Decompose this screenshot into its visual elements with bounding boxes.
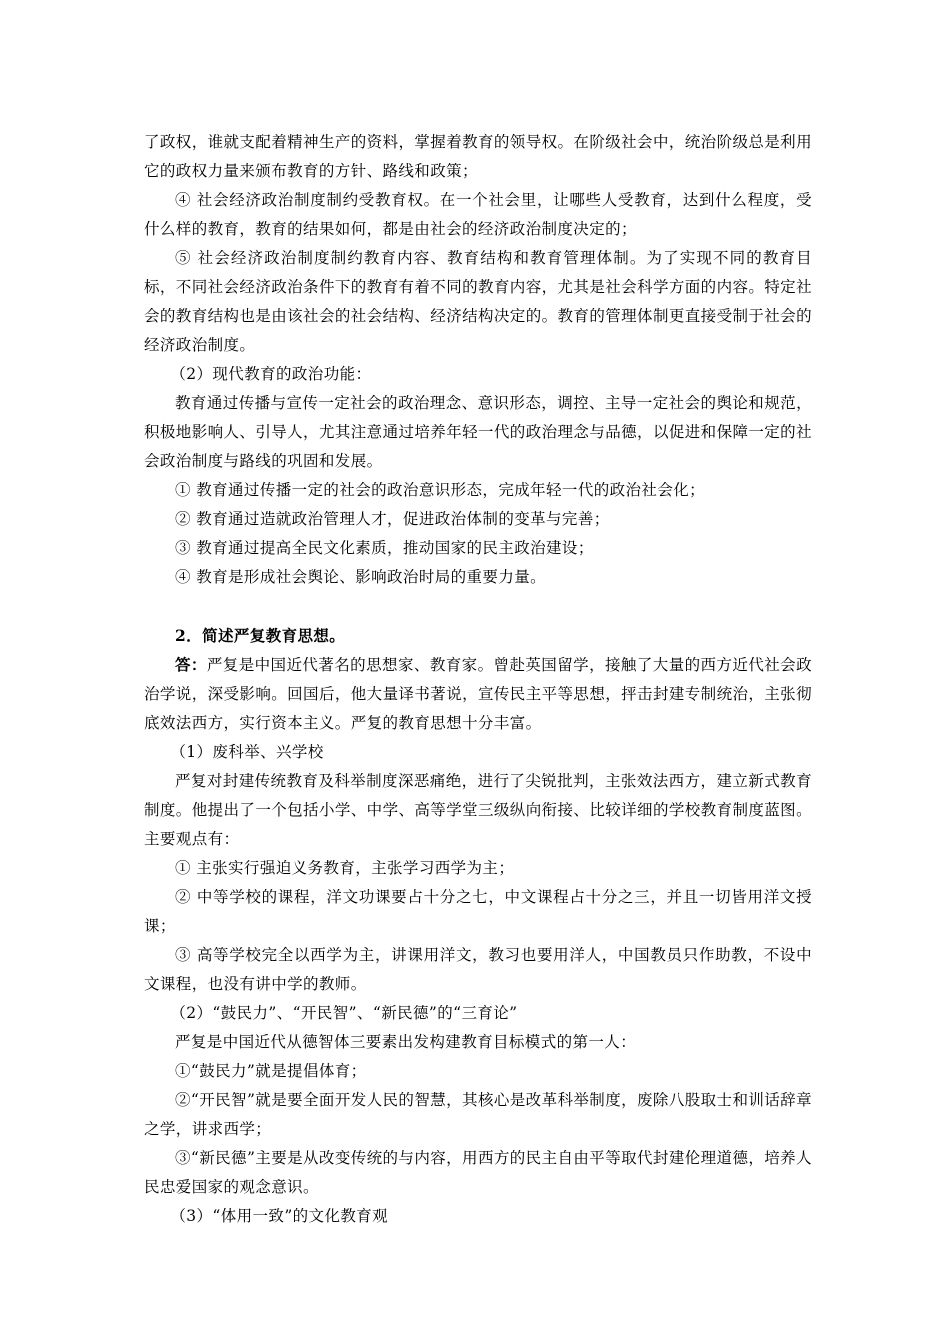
answer-text: 严复是中国近代著名的思想家、教育家。曾赴英国留学，接触了大量的西方近代社会政治学说，深受影响。回国后，他大量译书著说，宣传民主平等思想，抨击封建专制统治，主张彻底效法西方，实行资本主义。严复的教育思想十分丰富。 bbox=[144, 656, 812, 732]
subheading-modern-political-function: （2）现代教育的政治功能： bbox=[170, 365, 372, 383]
list-item-talent: ② 教育通过造就政治管理人才，促进政治体制的变革与完善； bbox=[175, 510, 610, 528]
paragraph-political-power: 了政权，谁就支配着精神生产的资料，掌握着教育的领导权。在阶级社会中，统治阶级总是利用它的政权力量来颁布教育的方针、路线和政策； bbox=[144, 133, 812, 180]
subheading-culture-view: （3）“体用一致”的文化教育观 bbox=[170, 1207, 389, 1225]
list-item-physical: ①“鼓民力”就是提倡体育； bbox=[175, 1062, 367, 1080]
document-page bbox=[144, 128, 812, 1231]
list-item-right-to-education: ④ 社会经济政治制度制约受教育权。在一个社会里，让哪些人受教育，达到什么程度，受什么样的教育，教育的结果如何，都是由社会的经济政治制度决定的； bbox=[144, 191, 812, 238]
list-item-public-opinion: ④ 教育是形成社会舆论、影响政治时局的重要力量。 bbox=[175, 568, 547, 586]
question-heading: 2．简述严复教育思想。 bbox=[175, 626, 346, 645]
list-item-higher-school: ③ 高等学校完全以西学为主，讲课用洋文，教习也要用洋人，中国教员只作助教，不设中文课程，也没有讲中学的教师。 bbox=[144, 946, 812, 993]
answer-paragraph bbox=[144, 650, 812, 738]
subheading-abolish-exam: （1）废科举、兴学校 bbox=[170, 743, 324, 761]
answer-label: 答： bbox=[175, 655, 207, 674]
subheading-three-education-theory: （2）“鼓民力”、“开民智”、“新民德”的“三育论” bbox=[170, 1004, 518, 1022]
list-item-moral: ③“新民德”主要是从改变传统的与内容，用西方的民主自由平等取代封建伦理道德，培养人民忠爱国家的观念意识。 bbox=[144, 1149, 812, 1196]
list-item-middle-school: ② 中等学校的课程，洋文功课要占十分之七，中文课程占十分之三，并且一切皆用洋文授课； bbox=[144, 888, 812, 935]
paragraph-education-goal-model: 严复是中国近代从德智体三要素出发构建教育目标模式的第一人： bbox=[175, 1033, 637, 1051]
list-item-intellect: ②“开民智”就是要全面开发人民的智慧，其核心是改革科举制度，废除八股取士和训话辞章之学，讲求西学； bbox=[144, 1091, 812, 1138]
paragraph-new-education-system: 严复对封建传统教育及科举制度深恶痛绝，进行了尖锐批判，主张效法西方，建立新式教育制度。他提出了一个包括小学、中学、高等学堂三级纵向衔接、比较详细的学校教育制度蓝图。主要观点有： bbox=[144, 772, 812, 848]
list-item-compulsory-education: ① 主张实行强迫义务教育，主张学习西学为主； bbox=[175, 859, 515, 877]
list-item-education-content: ⑤ 社会经济政治制度制约教育内容、教育结构和教育管理体制。为了实现不同的教育目标，不同社会经济政治条件下的教育有着不同的教育内容，尤其是社会科学方面的内容。特定社会的教育结构也是由该社会的社会结构、经济结构决定的。教育的管理体制更直接受制于社会的经济政治制度。 bbox=[144, 249, 812, 354]
section-gap bbox=[144, 592, 812, 621]
list-item-democracy: ③ 教育通过提高全民文化素质，推动国家的民主政治建设； bbox=[175, 539, 594, 557]
paragraph-political-function: 教育通过传播与宣传一定社会的政治理念、意识形态，调控、主导一定社会的舆论和规范，积极地影响人、引导人，尤其注意通过培养年轻一代的政治理念与品德，以促进和保障一定的社会政治制度与路线的巩固和发展。 bbox=[144, 394, 812, 470]
list-item-ideology: ① 教育通过传播一定的社会的政治意识形态，完成年轻一代的政治社会化； bbox=[175, 481, 706, 499]
